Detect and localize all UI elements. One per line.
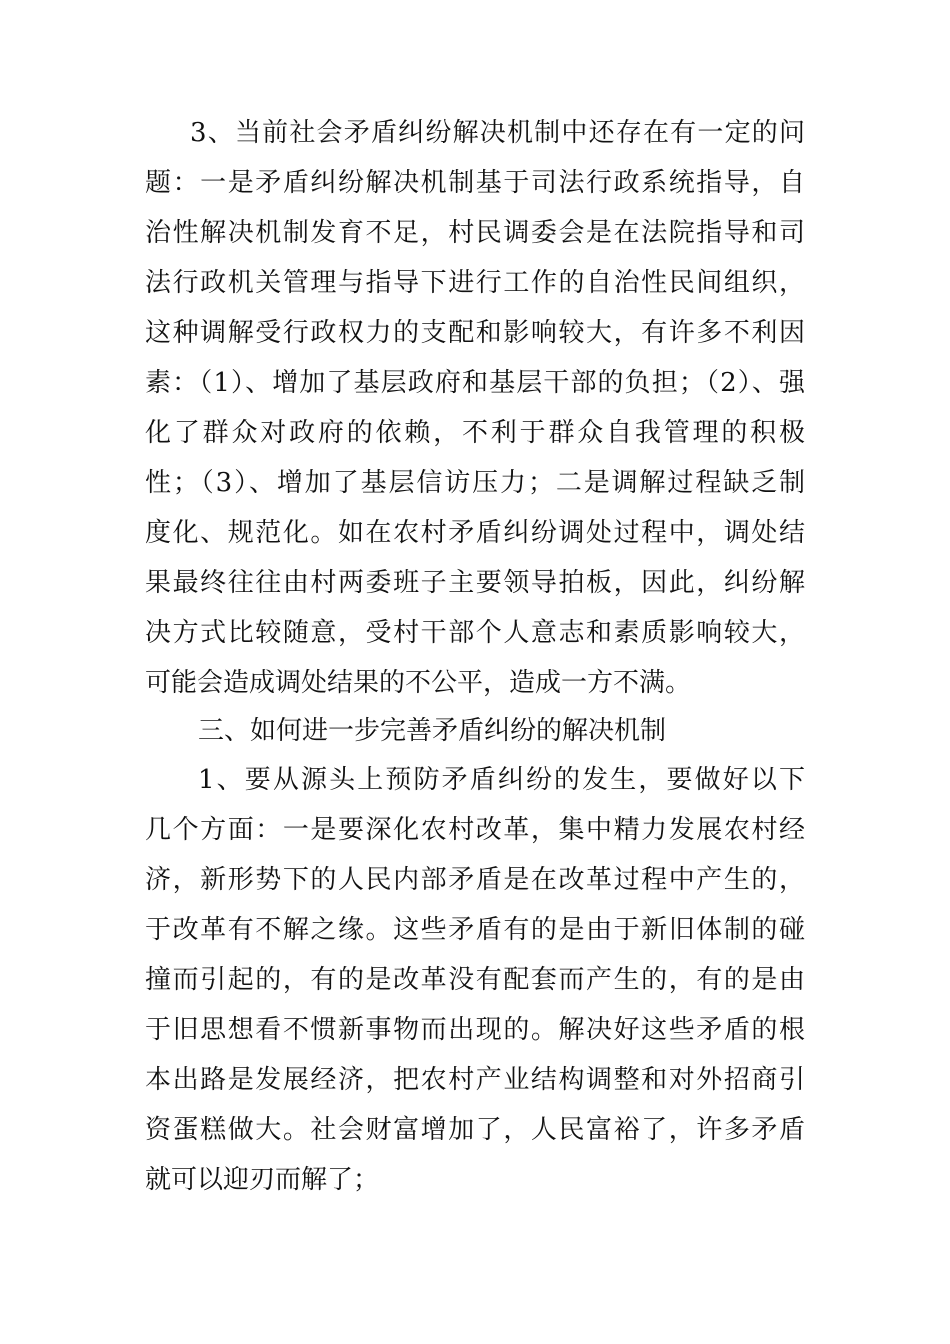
paragraph-1-line-6: 素：（1）、增加了基层政府和基层干部的负担；（2）、强 [145,368,805,398]
paragraph-1-line-2: 题：一是矛盾纠纷解决机制基于司法行政系统指导，自 [145,168,805,198]
section-heading: 三、如何进一步完善矛盾纠纷的解决机制 [198,716,667,746]
paragraph-1-line-12: 可能会造成调处结果的不公平，造成一方不满。 [145,668,692,698]
paragraph-1-line-10: 果最终往往由村两委班子主要领导拍板，因此，纠纷解 [145,568,805,598]
paragraph-3-line-8: 资蛋糕做大。社会财富增加了，人民富裕了，许多矛盾 [145,1115,805,1145]
paragraph-3-line-3: 济，新形势下的人民内部矛盾是在改革过程中产生的， [145,865,805,895]
paragraph-1-line-8: 性；（3）、增加了基层信访压力；二是调解过程缺乏制 [145,468,805,498]
paragraph-3-line-4: 于改革有不解之缘。这些矛盾有的是由于新旧体制的碰 [145,915,805,945]
paragraph-1-line-7: 化了群众对政府的依赖，不利于群众自我管理的积极 [145,418,805,448]
paragraph-3-line-5: 撞而引起的，有的是改革没有配套而产生的，有的是由 [145,965,805,995]
paragraph-3-line-9: 就可以迎刃而解了； [145,1165,380,1195]
paragraph-1-line-1: 3、当前社会矛盾纠纷解决机制中还存在有一定的问 [190,118,805,148]
paragraph-3-line-1: 1、要从源头上预防矛盾纠纷的发生，要做好以下 [198,765,805,795]
paragraph-1-line-4: 法行政机关管理与指导下进行工作的自治性民间组织， [145,268,805,298]
paragraph-3-line-6: 于旧思想看不惯新事物而出现的。解决好这些矛盾的根 [145,1015,805,1045]
paragraph-1-line-5: 这种调解受行政权力的支配和影响较大，有许多不利因 [145,318,805,348]
paragraph-1-line-3: 治性解决机制发育不足，村民调委会是在法院指导和司 [145,218,805,248]
paragraph-1-line-9: 度化、规范化。如在农村矛盾纠纷调处过程中，调处结 [145,518,805,548]
paragraph-3-line-7: 本出路是发展经济，把农村产业结构调整和对外招商引 [145,1065,805,1095]
paragraph-3-line-2: 几个方面：一是要深化农村改革，集中精力发展农村经 [145,815,805,845]
paragraph-1-line-11: 决方式比较随意，受村干部个人意志和素质影响较大， [145,618,805,648]
